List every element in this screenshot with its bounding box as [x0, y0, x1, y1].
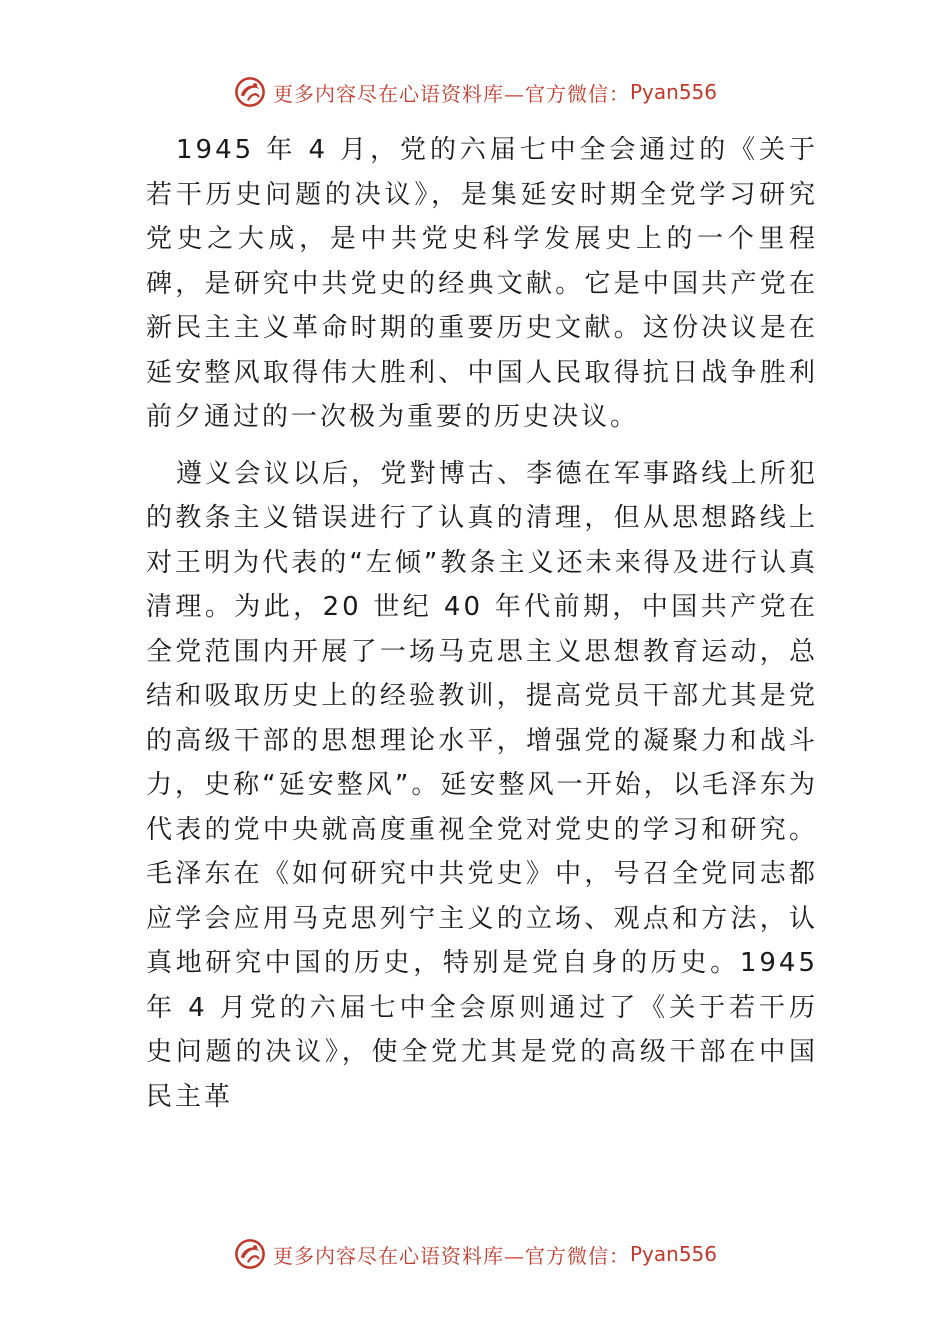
- header-wechat-handle: Pyan556: [629, 80, 717, 104]
- swirl-logo-icon: [233, 75, 267, 109]
- document-body: [146, 128, 818, 1119]
- footer-site-text: 更多内容尽在心语资料库—官方微信：: [272, 1243, 630, 1268]
- footer-wechat-handle: Pyan556: [629, 1242, 717, 1266]
- header-banner: [0, 70, 950, 114]
- swirl-logo-icon: [233, 1237, 267, 1271]
- paragraph-2: 遵义会议以后，党對博古、李德在军事路线上所犯的教条主义错误进行了认真的清理，但从思想路线上对王明为代表的“左倾”教条主义还未来得及进行认真清理。为此，20 世纪 40 年代前期，中国共产党在全党范围内开展了一场马克思主义思想教育运动，总结和吸取历史上的经验教训，提高党员干部尤其是党的高级干部的思想理论水平，增强党的凝聚力和战斗力，史称“延安整风”。延安整风一开始，以毛泽东为代表的党中央就高度重视全党对党史的学习和研究。毛泽东在《如何研究中共党史》中，号召全党同志都应学会应用马克思列宁主义的立场、观点和方法，认真地研究中国的历史，特别是党自身的历史。1945 年 4 月党的六届七中全会原则通过了《关于若干历史问题的决议》，使全党尤其是党的高级干部在中国民主革: [146, 458, 818, 1112]
- paragraph-1: 1945 年 4 月，党的六届七中全会通过的《关于若干历史问题的决议》，是集延安时期全党学习研究党史之大成，是中共党史科学发展史上的一个里程碑，是研究中共党史的经典文献。它是中国共产党在新民主主义革命时期的重要历史文献。这份决议是在延安整风取得伟大胜利、中国人民取得抗日战争胜利前夕通过的一次极为重要的历史决议。: [146, 135, 818, 432]
- header-site-text: 更多内容尽在心语资料库—官方微信：: [272, 81, 630, 106]
- footer-banner: [0, 1232, 950, 1276]
